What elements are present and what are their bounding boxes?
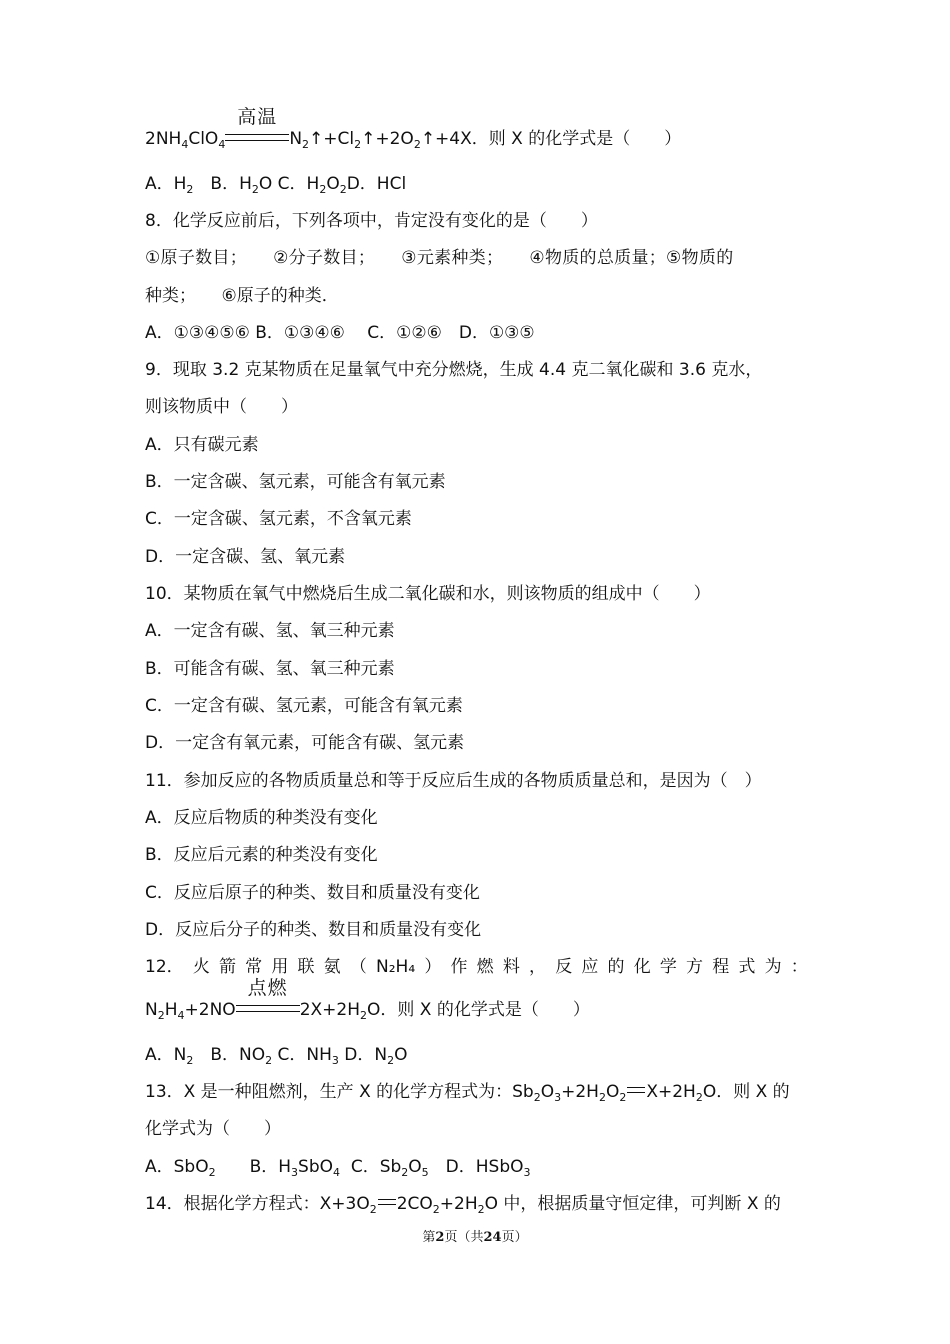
reaction-condition: 高温 — [237, 106, 278, 128]
q10-stem: 10．某物质在氧气中燃烧后生成二氧化碳和水，则该物质的组成中（ ） — [145, 584, 711, 604]
equals-sign — [627, 1087, 645, 1093]
q11-option-b: B．反应后元素的种类没有变化 — [145, 845, 378, 865]
q7-options: A．$H_2$ B．$H_2O$ C．$H_2O_2D$．HCl — [145, 174, 407, 196]
page-footer: 第2页（共24页） — [422, 1230, 528, 1245]
q7-equation: $2NH_4ClO_4$ 高温 $N_2↑+Cl_2↑+2O_2↑+4X$．则 X 的化学式是（ ） — [145, 106, 682, 151]
q9-option-b: B．一定含碳、氢元素，可能含有氧元素 — [145, 472, 446, 492]
q12-stem: 12． 火 箭 常 用 联 氨 （ N₂H₄ ） 作 燃 料 ， 反 应 的 化 学 方 程 式 为 ： — [145, 957, 808, 977]
q11-option-d: D．反应后分子的种类、数目和质量没有变化 — [145, 920, 482, 940]
q10-option-b: B．可能含有碳、氢、氧三种元素 — [145, 659, 395, 679]
reaction-condition: 点燃 — [247, 977, 288, 999]
q13-stem-line2: 化学式为（ ） — [145, 1119, 281, 1139]
q12-options: A．$N_2$ B．$NO_2$ C．$NH_3$ D．$N_2O$ — [145, 1045, 408, 1067]
q10-option-d: D．一定含有氧元素，可能含有碳、氢元素 — [145, 733, 465, 753]
q8-options: A．①③④⑤⑥ B．①③④⑥ C．①②⑥ D．①③⑤ — [145, 323, 535, 343]
q11-option-c: C．反应后原子的种类、数目和质量没有变化 — [145, 883, 480, 903]
q13-stem-line1: 13．X 是一种阻燃剂，生产 X 的化学方程式为：$Sb_2O_3+2H_2O_2$ $X+2H_2O$．则 X 的 — [145, 1082, 790, 1104]
q9-option-c: C．一定含碳、氢元素，不含氧元素 — [145, 509, 412, 529]
q14-stem: 14．根据化学方程式：$X+3O_2$ $2CO_2+2H_2O$ 中，根据质量守恒定律，可判断 X 的 — [145, 1194, 781, 1216]
reaction-condition-arrow — [225, 106, 289, 151]
q9-stem-line1: 9．现取 3.2 克某物质在足量氧气中充分燃烧，生成 4.4 克二氧化碳和 3.6 克水， — [145, 360, 763, 380]
equals-sign — [378, 1199, 396, 1205]
q8-items-line2: 种类； ⑥原子的种类． — [145, 286, 339, 306]
q8-stem: 8．化学反应前后，下列各项中，肯定没有变化的是（ ） — [145, 211, 598, 231]
q10-option-a: A．一定含有碳、氢、氧三种元素 — [145, 621, 395, 641]
q9-stem-line2: 则该物质中（ ） — [145, 397, 298, 417]
q13-options: A．SbO$_2$ B．$H_3SbO_4$ C．$Sb_2O_5$ D．HSbO$_3$ — [145, 1157, 531, 1179]
q9-option-d: D．一定含碳、氢、氧元素 — [145, 547, 346, 567]
q8-items-line1: ①原子数目； ②分子数目； ③元素种类； ④物质的总质量；⑤物质的 — [145, 248, 734, 268]
q11-option-a: A．反应后物质的种类没有变化 — [145, 808, 378, 828]
q10-option-c: C．一定含有碳、氢元素，可能含有氧元素 — [145, 696, 463, 716]
reaction-condition-arrow — [236, 977, 300, 1022]
page-total: 24 — [483, 1230, 502, 1245]
q12-equation: $N_2H_4+2NO$ 点燃 $2X+2H_2O$．则 X 的化学式是（ ） — [145, 977, 590, 1022]
q11-stem: 11．参加反应的各物质质量总和等于反应后生成的各物质质量总和，是因为（ ） — [145, 771, 762, 791]
q9-option-a: A．只有碳元素 — [145, 435, 259, 455]
page-number: 2 — [435, 1230, 445, 1245]
